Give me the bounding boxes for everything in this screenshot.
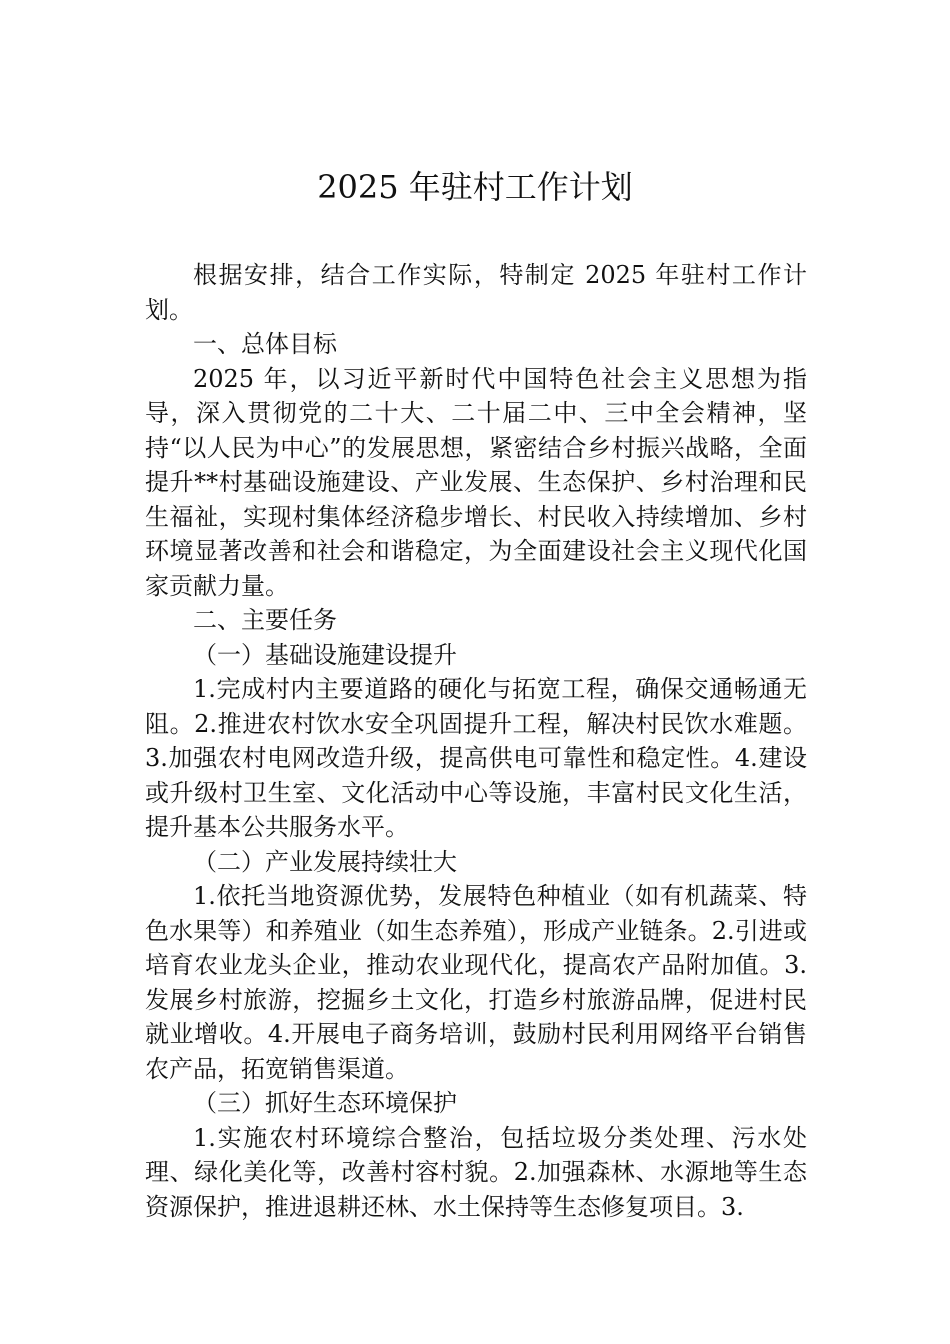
heading-main-tasks: 二、主要任务: [193, 606, 337, 634]
paragraph-intro: 根据安排，结合工作实际，特制定 2025 年驻村工作计划。: [145, 261, 807, 324]
document-title: 2025 年驻村工作计划: [317, 168, 633, 206]
paragraph-infrastructure: 1.完成村内主要道路的硬化与拓宽工程，确保交通畅通无阻。2.推进农村饮水安全巩固提升工程，解决村民饮水难题。3.加强农村电网改造升级，提高供电可靠性和稳定性。4.建设或升级村卫生室、文化活动中心等设施，丰富村民文化生活，提升基本公共服务水平。: [145, 675, 807, 841]
paragraph-industry: 1.依托当地资源优势，发展特色种植业（如有机蔬菜、特色水果等）和养殖业（如生态养殖），形成产业链条。2.引进或培育农业龙头企业，推动农业现代化，提高农产品附加值。3.发展乡村旅游，挖掘乡土文化，打造乡村旅游品牌，促进村民就业增收。4.开展电子商务培训，鼓励村民利用网络平台销售农产品，拓宽销售渠道。: [145, 882, 807, 1083]
paragraph-ecology: 1.实施农村环境综合整治，包括垃圾分类处理、污水处理、绿化美化等，改善村容村貌。2.加强森林、水源地等生态资源保护，推进退耕还林、水土保持等生态修复项目。3.: [145, 1123, 807, 1221]
subheading-ecology: （三）抓好生态环境保护: [193, 1089, 457, 1117]
paragraph-overall-goal: 2025 年，以习近平新时代中国特色社会主义思想为指导，深入贯彻党的二十大、二十届二中、三中全会精神，坚持“以人民为中心”的发展思想，紧密结合乡村振兴战略，全面提升**村基础设施建设、产业发展、生态保护、乡村治理和民生福祉，实现村集体经济稳步增长、村民收入持续增加、乡村环境显著改善和社会和谐稳定，为全面建设社会主义现代化国家贡献力量。: [145, 364, 807, 600]
subheading-infrastructure: （一）基础设施建设提升: [193, 640, 457, 669]
subheading-industry: （二）产业发展持续壮大: [193, 847, 457, 876]
document-body: [145, 258, 807, 1224]
heading-overall-goal: 一、总体目标: [193, 330, 337, 358]
